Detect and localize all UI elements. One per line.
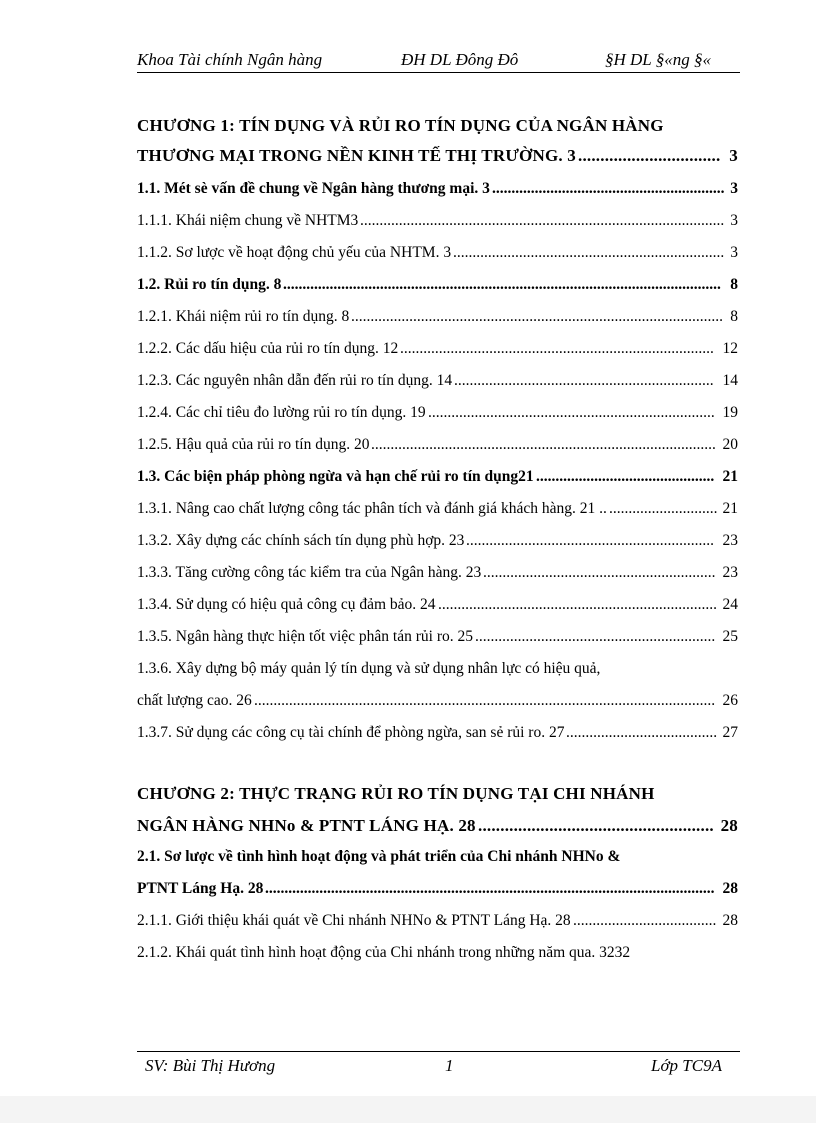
toc-page-number: 28 <box>720 816 738 835</box>
toc-entry[interactable] <box>137 500 740 524</box>
toc-entry[interactable] <box>137 912 740 936</box>
toc-entry[interactable] <box>137 308 740 332</box>
toc-entry-title: 1.2. Rủi ro tín dụng. 8 <box>137 276 282 293</box>
toc-entry[interactable] <box>137 276 740 300</box>
toc-page-number: 12 <box>722 340 738 357</box>
toc-leader-dots: ......................................................................................... <box>371 436 716 453</box>
toc-leader-dots: ............................................................ <box>492 180 725 197</box>
toc-page-number: 27 <box>722 724 738 741</box>
toc-entry-title: 1.3.3. Tăng cường công tác kiểm tra của Ngân hàng. 23 <box>137 564 482 581</box>
toc-leader-dots: ............................................................ <box>483 564 716 581</box>
toc-leader-dots: .................................................................................................................... <box>265 880 715 897</box>
toc-entry[interactable] <box>137 784 740 808</box>
toc-leader-dots: .............................................................. <box>475 628 716 645</box>
toc-entry-title: chất lượng cao. 26 <box>137 692 252 709</box>
toc-entry-title: 1.1. Mét sè vấn đề chung về Ngân hàng thương mại. 3 <box>137 180 490 197</box>
toc-entry[interactable] <box>137 816 740 840</box>
toc-leader-dots: ................................ <box>578 146 721 165</box>
footer-class: Lớp TC9A <box>651 1056 722 1075</box>
header-university-legacy: §H DL §«ng §« <box>605 50 711 69</box>
toc-entry-title: 2.1.1. Giới thiệu khái quát về Chi nhánh NHNo & PTNT Láng Hạ. 28 <box>137 912 571 929</box>
toc-entry[interactable] <box>137 564 740 588</box>
toc-entry[interactable] <box>137 532 740 556</box>
footer-student: SV: Bùi Thị Hương <box>145 1056 276 1075</box>
header-faculty: Khoa Tài chính Ngân hàng <box>137 50 323 69</box>
toc-entry-title: 1.3.4. Sử dụng có hiệu quả công cụ đảm bảo. 24 <box>137 596 436 613</box>
toc-entry-title: 1.3.6. Xây dựng bộ máy quản lý tín dụng và sử dụng nhân lực có hiệu quả, <box>137 660 601 677</box>
toc-entry[interactable] <box>137 180 740 204</box>
footer-page-number: 1 <box>445 1056 454 1075</box>
toc-page-number: 26 <box>722 692 738 709</box>
toc-page-number: 3 <box>730 180 738 197</box>
toc-entry[interactable] <box>137 880 740 904</box>
page-header <box>137 50 740 73</box>
toc-entry-title: CHƯƠNG 1: TÍN DỤNG VÀ RỦI RO TÍN DỤNG CỦA NGÂN HÀNG <box>137 116 664 135</box>
toc-page-number: 3 <box>730 212 738 229</box>
toc-entry-title: 1.2.5. Hậu quả của rủi ro tín dụng. 20 <box>137 436 370 453</box>
toc-leader-dots: ........................................................................ <box>438 596 717 613</box>
toc-entry-title: 1.1.1. Khái niệm chung về NHTM3 <box>137 212 359 229</box>
toc-page-number: 8 <box>730 308 738 325</box>
toc-entry-title: 1.1.2. Sơ lược về hoạt động chủ yếu của NHTM. 3 <box>137 244 452 261</box>
toc-leader-dots: .............................................. <box>536 468 715 485</box>
toc-page-number: 24 <box>722 596 738 613</box>
toc-entry-title: THƯƠNG MẠI TRONG NỀN KINH TẾ THỊ TRƯỜNG. 3 <box>137 146 576 165</box>
toc-leader-dots: ....................................................................................................................... <box>254 692 716 709</box>
toc-page-number: 23 <box>722 564 738 581</box>
toc-entry[interactable] <box>137 660 740 684</box>
toc-leader-dots: .......................................................................... <box>428 404 715 421</box>
toc-entry[interactable] <box>137 468 740 492</box>
toc-entry[interactable] <box>137 244 740 268</box>
toc-entry-title: 2.1. Sơ lược về tình hình hoạt động và phát triển của Chi nhánh NHNo & <box>137 848 621 865</box>
toc-entry-title: NGÂN HÀNG NHNo & PTNT LÁNG HẠ. 28 <box>137 816 476 835</box>
toc-page-number: 25 <box>722 628 738 645</box>
toc-entry[interactable] <box>137 372 740 396</box>
toc-leader-dots: ...................................................................... <box>453 244 725 261</box>
toc-leader-dots: ................................................................ <box>466 532 714 549</box>
toc-entry-title: 1.2.3. Các nguyên nhân dẫn đến rủi ro tín dụng. 14 <box>137 372 453 389</box>
toc-entry[interactable] <box>137 146 740 170</box>
toc-leader-dots: ................................................................................. <box>400 340 714 357</box>
toc-entry-title: 1.2.4. Các chỉ tiêu đo lường rủi ro tín dụng. 19 <box>137 404 426 421</box>
toc-entry[interactable] <box>137 692 740 716</box>
toc-entry-title: 1.3. Các biện pháp phòng ngừa và hạn chế rủi ro tín dụng21 <box>137 468 534 485</box>
toc-entry-title: CHƯƠNG 2: THỰC TRẠNG RỦI RO TÍN DỤNG TẠI CHI NHÁNH <box>137 784 655 803</box>
toc-entry[interactable] <box>137 628 740 652</box>
toc-entry[interactable] <box>137 116 740 140</box>
header-university: ĐH DL Đông Đô <box>401 50 519 69</box>
toc-entry[interactable] <box>137 596 740 620</box>
toc-entry[interactable] <box>137 724 740 748</box>
toc-leader-dots: ............................ <box>609 500 718 517</box>
toc-leader-dots: .............................................................................................. <box>360 212 725 229</box>
toc-entry-title: 2.1.2. Khái quát tình hình hoạt động của Chi nhánh trong những năm qua. 3232 <box>137 944 631 961</box>
page-bottom-margin <box>0 1096 816 1123</box>
toc-leader-dots: ....................................... <box>566 724 718 741</box>
toc-entry[interactable] <box>137 404 740 428</box>
page-footer <box>137 1051 740 1076</box>
toc-leader-dots: ................................................................... <box>454 372 714 389</box>
toc-leader-dots: ................................................................................................................. <box>283 276 721 293</box>
toc-page-number: 14 <box>722 372 738 389</box>
toc-entry[interactable] <box>137 848 740 872</box>
toc-leader-dots: ................................................................................................ <box>351 308 723 325</box>
toc-page-number: 3 <box>729 146 738 165</box>
toc-entry-title: PTNT Láng Hạ. 28 <box>137 880 264 897</box>
toc-entry[interactable] <box>137 212 740 236</box>
toc-entry[interactable] <box>137 944 740 968</box>
toc-entry-title: 1.2.2. Các dấu hiệu của rủi ro tín dụng. 12 <box>137 340 399 357</box>
toc-entry[interactable] <box>137 340 740 364</box>
toc-entry-title: 1.2.1. Khái niệm rủi ro tín dụng. 8 <box>137 308 350 325</box>
toc-page-number: 3 <box>730 244 738 261</box>
toc-page-number: 21 <box>722 500 738 517</box>
toc-leader-dots: ..................................... <box>573 912 717 929</box>
toc-page-number: 20 <box>722 436 738 453</box>
toc-page-number: 19 <box>722 404 738 421</box>
toc-page-number: 21 <box>722 468 738 485</box>
toc-page-number: 28 <box>722 912 738 929</box>
toc-leader-dots: ..................................................... <box>478 816 714 835</box>
toc-entry[interactable] <box>137 436 740 460</box>
toc-page-number: 28 <box>722 880 738 897</box>
toc-entry-title: 1.3.1. Nâng cao chất lượng công tác phân tích và đánh giá khách hàng. 21 .. <box>137 500 607 517</box>
toc-entry-title: 1.3.2. Xây dựng các chính sách tín dụng phù hợp. 23 <box>137 532 465 549</box>
toc-entry-title: 1.3.5. Ngân hàng thực hiện tốt việc phân tán rủi ro. 25 <box>137 628 473 645</box>
toc-entry-title: 1.3.7. Sử dụng các công cụ tài chính để phòng ngừa, san sẻ rủi ro. 27 <box>137 724 565 741</box>
toc-page-number: 8 <box>730 276 738 293</box>
toc-page-number: 23 <box>722 532 738 549</box>
